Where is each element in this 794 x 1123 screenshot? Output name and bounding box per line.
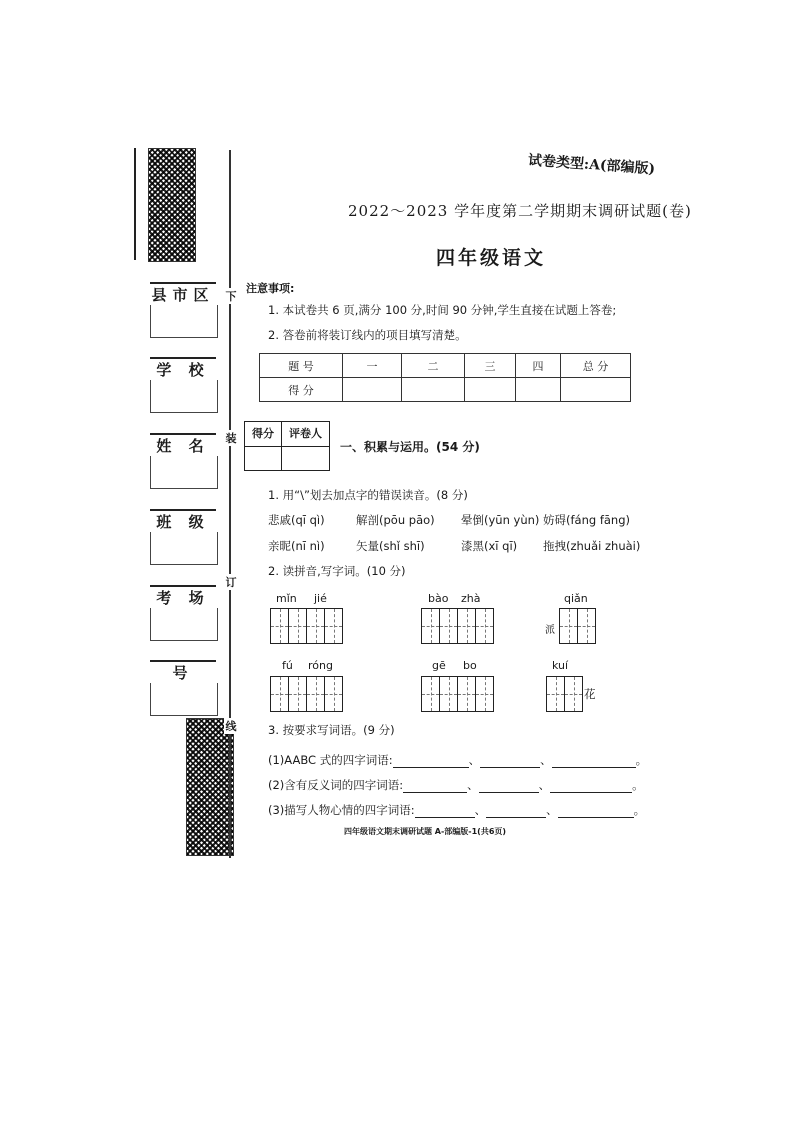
qr-code-top — [148, 148, 196, 262]
field-box-name[interactable] — [150, 456, 218, 489]
terminator: 。 — [633, 803, 646, 817]
pinyin-label: kuí — [552, 659, 569, 672]
paper-type: 试卷类型:A(部编版) — [527, 152, 656, 178]
grader-name-label: 评卷人 — [282, 422, 329, 447]
q1-title: 1. 用“\”划去加点字的错误读音。(8 分) — [268, 488, 468, 502]
pinyin-label: jié — [314, 592, 327, 605]
notice-item-1: 1. 本试卷共 6 页,满分 100 分,时间 90 分钟,学生直接在试题上答卷; — [268, 303, 617, 317]
writing-grid-baozha[interactable] — [421, 608, 494, 644]
score-cell-total[interactable] — [561, 378, 631, 402]
q1-item-7[interactable]: 漆黑(xī qī) — [461, 539, 518, 553]
answer-blank[interactable] — [550, 780, 632, 793]
terminator: 。 — [635, 753, 648, 767]
separator: 、 — [546, 803, 558, 817]
q3-item-2 — [268, 777, 644, 793]
score-cell-4[interactable] — [516, 378, 561, 402]
terminator: 。 — [632, 778, 644, 792]
score-cell-2[interactable] — [402, 378, 465, 402]
notice-item-2: 2. 答卷前将装订线内的项目填写清楚。 — [268, 328, 467, 342]
binding-edge-line — [134, 148, 136, 260]
field-box-school[interactable] — [150, 380, 218, 413]
separator: 、 — [474, 803, 487, 817]
answer-blank[interactable] — [486, 805, 546, 818]
year-title: 2022～2023 学年度第二学期期末调研试题(卷) — [348, 202, 692, 220]
q1-item-3[interactable]: 晕倒(yūn yùn) — [461, 513, 540, 527]
pinyin-label: bo — [463, 659, 477, 672]
score-header-3: 三 — [465, 354, 516, 378]
score-table-header-row — [260, 354, 631, 378]
field-box-number[interactable] — [150, 683, 218, 716]
score-table — [259, 353, 631, 402]
q3-item-2-label: (2)含有反义词的四字词语: — [268, 778, 404, 792]
field-label-county: 县市区 — [150, 282, 216, 306]
page-footer: 四年级语文期末调研试题 A-部编版-1(共6页) — [344, 827, 507, 836]
field-label-number: 号 — [150, 660, 216, 684]
q3-item-1-label: (1)AABC 式的四字词语: — [268, 753, 393, 767]
notice-title: 注意事项: — [246, 282, 295, 295]
writing-grid-minjie[interactable] — [270, 608, 343, 644]
score-row-label: 得 分 — [260, 378, 343, 402]
separator: 、 — [538, 778, 551, 792]
q1-item-4[interactable]: 妨碍(fáng fāng) — [543, 513, 630, 527]
field-box-exam-room[interactable] — [150, 608, 218, 641]
score-header-2: 二 — [402, 354, 465, 378]
pinyin-label: qiǎn — [564, 592, 588, 605]
binding-char-ding: 订 — [225, 576, 237, 589]
q3-item-3 — [268, 802, 645, 818]
field-label-name: 姓 名 — [150, 433, 216, 457]
binding-char-xian: 线 — [225, 720, 237, 733]
pinyin-label: róng — [308, 659, 333, 672]
q2-title: 2. 读拼音,写字词。(10 分) — [268, 564, 406, 578]
score-cell-3[interactable] — [465, 378, 516, 402]
answer-blank[interactable] — [415, 805, 475, 818]
field-label-school: 学 校 — [150, 357, 216, 381]
field-label-class: 班 级 — [150, 509, 216, 533]
writing-grid-furong[interactable] — [270, 676, 343, 712]
q1-item-1[interactable]: 悲戚(qī qì) — [268, 513, 325, 527]
writing-grid-kui[interactable] — [546, 676, 583, 712]
q1-item-5[interactable]: 亲昵(nī nì) — [268, 539, 325, 553]
field-box-class[interactable] — [150, 532, 218, 565]
answer-blank[interactable] — [479, 780, 539, 793]
answer-blank[interactable] — [393, 755, 469, 768]
q1-item-2[interactable]: 解剖(pōu pāo) — [356, 513, 435, 527]
score-header-label: 题 号 — [260, 354, 343, 378]
grader-name-cell[interactable] — [282, 447, 329, 470]
answer-blank[interactable] — [403, 780, 467, 793]
score-header-1: 一 — [343, 354, 402, 378]
page-title: 四年级语文 — [436, 247, 547, 269]
separator: 、 — [467, 778, 479, 792]
answer-blank[interactable] — [558, 805, 634, 818]
score-header-total: 总 分 — [561, 354, 631, 378]
answer-blank[interactable] — [480, 755, 540, 768]
q1-item-8[interactable]: 拖拽(zhuǎi zhuài) — [543, 539, 641, 553]
grader-box — [244, 421, 330, 471]
q3-item-1 — [268, 752, 647, 768]
score-table-score-row — [260, 378, 631, 402]
field-label-exam-room: 考 场 — [150, 585, 216, 609]
qr-code-bottom — [186, 718, 234, 856]
section-1-title: 一、积累与运用。(54 分) — [340, 440, 480, 454]
char-suffix-hua: 花 — [584, 687, 596, 701]
score-cell-1[interactable] — [343, 378, 402, 402]
binding-char-xia: 下 — [225, 290, 237, 303]
q3-title: 3. 按要求写词语。(9 分) — [268, 723, 395, 737]
grader-score-label: 得分 — [245, 422, 282, 447]
writing-grid-gebo[interactable] — [421, 676, 494, 712]
q1-item-6[interactable]: 矢量(shǐ shī) — [356, 539, 425, 553]
pinyin-label: fú — [282, 659, 293, 672]
score-header-4: 四 — [516, 354, 561, 378]
separator: 、 — [540, 753, 552, 767]
writing-grid-qian[interactable] — [559, 608, 596, 644]
pinyin-label: gē — [432, 659, 446, 672]
grader-score-cell[interactable] — [245, 447, 282, 470]
q3-item-3-label: (3)描写人物心情的四字词语: — [268, 803, 415, 817]
pinyin-label: bào — [428, 592, 449, 605]
separator: 、 — [468, 753, 481, 767]
field-box-county[interactable] — [150, 305, 218, 338]
pinyin-label: mǐn — [276, 592, 297, 605]
char-prefix-pai: 派 — [545, 625, 555, 636]
pinyin-label: zhà — [461, 592, 481, 605]
binding-cut-line — [229, 150, 231, 858]
binding-char-zhuang: 装 — [225, 432, 237, 445]
answer-blank[interactable] — [552, 755, 636, 768]
